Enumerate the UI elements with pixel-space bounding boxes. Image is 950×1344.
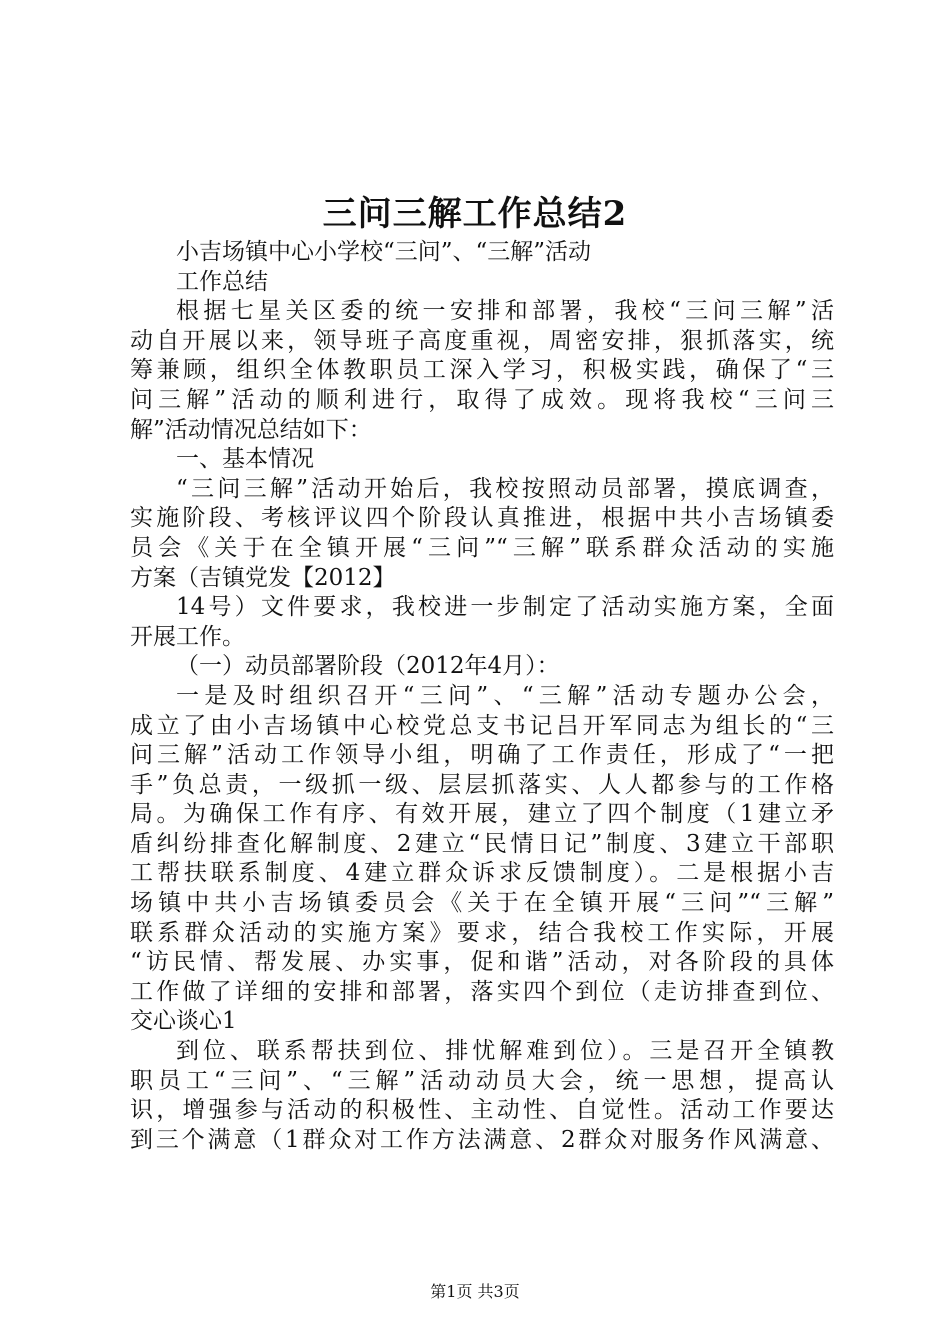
text-line: 解”活动情况总结如下：	[130, 416, 372, 443]
text-line: 问三解”活动工作领导小组，明确了工作责任，形成了“一把	[130, 742, 834, 769]
text-line: 工帮扶联系制度、4建立群众诉求反馈制度）。二是根据小吉	[130, 860, 834, 887]
text-line: 小吉场镇中心小学校“三问”、“三解”活动	[176, 239, 592, 265]
text-line: 识，增强参与活动的积极性、主动性、自觉性。活动工作要达	[130, 1097, 834, 1124]
text-line: 实施阶段、考核评议四个阶段认真推进，根据中共小吉场镇委	[130, 505, 834, 532]
text-line: 局。为确保工作有序、有效开展，建立了四个制度（1建立矛	[130, 801, 834, 828]
document-body	[130, 238, 834, 1155]
text-line: “访民情、帮发展、办实事，促和谐”活动，对各阶段的具体	[130, 949, 834, 976]
text-line: 问三解”活动的顺利进行，取得了成效。现将我校“三问三	[130, 386, 834, 413]
text-line: 到三个满意（1群众对工作方法满意、2群众对服务作风满意、	[130, 1126, 834, 1153]
text-line: 盾纠纷排查化解制度、2建立“民情日记”制度、3建立干部职	[130, 830, 834, 857]
text-line: 员会《关于在全镇开展“三问”“三解”联系群众活动的实施	[130, 534, 834, 561]
text-line: 方案（吉镇党发【2012】	[130, 564, 396, 591]
text-line: 根据七星关区委的统一安排和部署，我校“三问三解”活	[176, 298, 834, 325]
document-title: 三问三解工作总结2	[322, 194, 628, 234]
text-line: 14号）文件要求，我校进一步制定了活动实施方案，全面	[176, 594, 834, 621]
text-line: 手”负总责，一级抓一级、层层抓落实、人人都参与的工作格	[130, 771, 834, 798]
text-line: 交心谈心1	[130, 1008, 237, 1035]
page-footer: 第1页 共3页	[430, 1282, 520, 1301]
text-line: “三问三解”活动开始后，我校按照动员部署，摸底调查，	[176, 475, 834, 502]
text-line: 职员工“三问”、“三解”活动动员大会，统一思想，提高认	[130, 1067, 834, 1094]
text-line: 筹兼顾，组织全体教职员工深入学习，积极实践，确保了“三	[130, 357, 834, 384]
text-line: 一、基本情况	[176, 446, 314, 473]
text-line: 工作总结	[176, 268, 268, 295]
text-line: （一）动员部署阶段（2012年4月）：	[176, 653, 560, 680]
text-line: 联系群众活动的实施方案》要求，结合我校工作实际，开展	[130, 919, 834, 946]
text-line: 成立了由小吉场镇中心校党总支书记吕开军同志为组长的“三	[130, 712, 834, 739]
text-line: 一是及时组织召开“三问”、“三解”活动专题办公会，	[176, 682, 834, 709]
text-line: 工作做了详细的安排和部署，落实四个到位（走访排查到位、	[130, 978, 834, 1005]
text-line: 动自开展以来，领导班子高度重视，周密安排，狠抓落实，统	[130, 327, 834, 354]
text-line: 开展工作。	[130, 623, 245, 650]
text-line: 场镇中共小吉场镇委员会《关于在全镇开展“三问”“三解”	[130, 890, 834, 917]
text-line: 到位、联系帮扶到位、排忧解难到位）。三是召开全镇教	[176, 1038, 834, 1065]
